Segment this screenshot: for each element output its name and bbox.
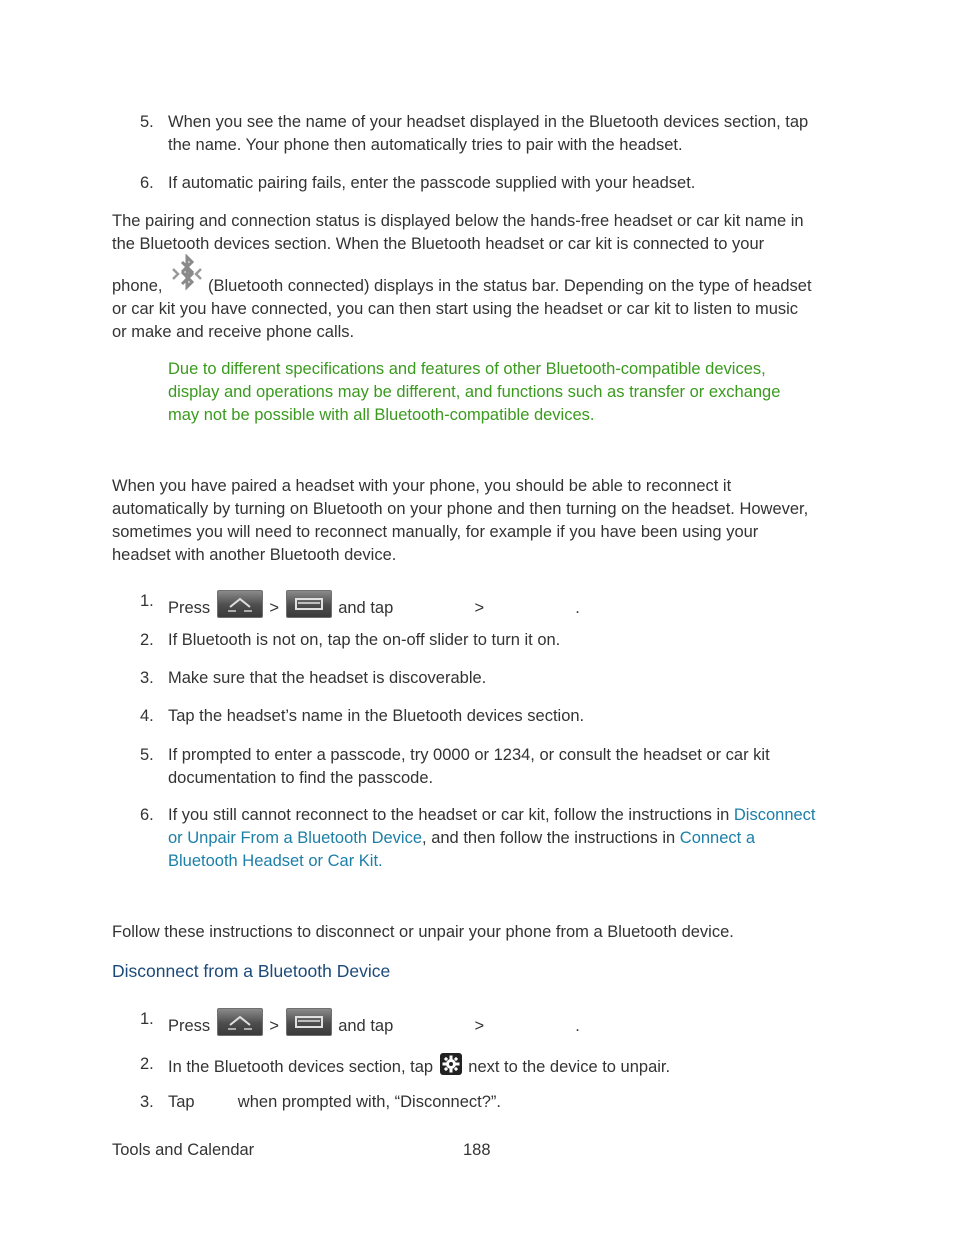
note-line: Due to different specifications and features of other Bluetooth-compatible devices, (168, 360, 766, 378)
list-number: 5. (140, 746, 154, 764)
list-number: 6. (140, 174, 154, 192)
list-text: . (575, 1017, 580, 1035)
menu-key-icon (286, 590, 332, 618)
list-text: when prompted with, “Disconnect?”. (237, 1093, 501, 1111)
list-text: Tap (168, 1093, 195, 1111)
footer-page-number: 188 (463, 1141, 491, 1159)
list-number: 6. (140, 806, 154, 824)
list-number: 2. (140, 631, 154, 649)
list-text: Press (168, 1017, 211, 1035)
list-text: If prompted to enter a passcode, try 0000 or 1234, or consult the headset or car kit (168, 746, 770, 764)
paragraph-text: (Bluetooth connected) displays in the status bar. Depending on the type of headset (208, 277, 812, 295)
paragraph-line: sometimes you will need to reconnect manually, for example if you have been using your (112, 523, 759, 541)
status-paragraph-end (112, 298, 847, 344)
disconnect-unpair-link[interactable]: or Unpair From a Bluetooth Device (168, 829, 423, 847)
list-text: If you still cannot reconnect to the headset or car kit, follow the instructions in (168, 806, 730, 824)
list-number: 2. (140, 1055, 154, 1073)
list-number: 3. (140, 669, 154, 687)
disconnect-intro: Follow these instructions to disconnect or unpair your phone from a Bluetooth device. (112, 923, 734, 941)
paragraph-line: or car kit you have connected, you can then start using the headset or car kit to listen to music (112, 300, 799, 318)
list-text: , and then follow the instructions in (422, 829, 676, 847)
settings-gear-icon (440, 1053, 462, 1075)
list-text: Make sure that the headset is discoverable. (168, 669, 487, 687)
disconnect-unpair-link[interactable]: Disconnect (733, 806, 816, 824)
note-line: display and operations may be different, and functions such as transfer or exchange (168, 383, 781, 401)
paragraph-line: When you have paired a headset with your phone, you should be able to reconnect it (112, 477, 732, 495)
list-text: next to the device to unpair. (468, 1058, 671, 1076)
status-paragraph (112, 210, 847, 256)
bluetooth-connected-icon (168, 254, 206, 292)
connect-headset-link[interactable]: Connect a (679, 829, 755, 847)
paragraph-line: the Bluetooth devices section. When the Bluetooth headset or car kit is connected to your (112, 235, 765, 253)
list-text: Press (168, 599, 211, 617)
list-text: and tap (338, 599, 394, 617)
list-text: If Bluetooth is not on, tap the on-off slider to turn it on. (168, 631, 561, 649)
list-text: and tap (338, 1017, 394, 1035)
list-number: 4. (140, 707, 154, 725)
list-text: In the Bluetooth devices section, tap (168, 1058, 434, 1076)
list-text: documentation to find the passcode. (168, 769, 434, 787)
list-text: > (474, 1017, 485, 1035)
list-text: . (575, 599, 580, 617)
list-text: Tap the headset’s name in the Bluetooth devices section. (168, 707, 585, 725)
paragraph-text: phone, (112, 277, 163, 295)
list-text: . (378, 852, 383, 870)
reconnect-paragraph (112, 475, 847, 567)
list-text: > (474, 599, 485, 617)
menu-key-icon (286, 1008, 332, 1036)
list-text: When you see the name of your headset displayed in the Bluetooth devices section, tap (168, 113, 809, 131)
paragraph-line: The pairing and connection status is displayed below the hands-free headset or car kit name in (112, 212, 804, 230)
list-number: 3. (140, 1093, 154, 1111)
connect-headset-link[interactable]: Bluetooth Headset or Car Kit (168, 852, 379, 870)
home-key-icon (217, 590, 263, 618)
list-text: > (269, 599, 280, 617)
list-number: 1. (140, 592, 154, 610)
list-text: If automatic pairing fails, enter the passcode supplied with your headset. (168, 174, 696, 192)
list-number: 5. (140, 113, 154, 131)
status-paragraph-icon-line (112, 254, 847, 298)
section-heading: Disconnect from a Bluetooth Device (112, 961, 391, 981)
note-line: may not be possible with all Bluetooth-compatible devices. (168, 406, 595, 424)
note-block (168, 358, 828, 427)
list-text: the name. Your phone then automatically tries to pair with the headset. (168, 136, 683, 154)
footer-section-title: Tools and Calendar (112, 1141, 255, 1159)
list-number: 1. (140, 1010, 154, 1028)
paragraph-line: or make and receive phone calls. (112, 323, 355, 341)
paragraph-line: headset with another Bluetooth device. (112, 546, 397, 564)
paragraph-line: automatically by turning on Bluetooth on your phone and then turning on the headset. However, (112, 500, 809, 518)
list-text: > (269, 1017, 280, 1035)
home-key-icon (217, 1008, 263, 1036)
